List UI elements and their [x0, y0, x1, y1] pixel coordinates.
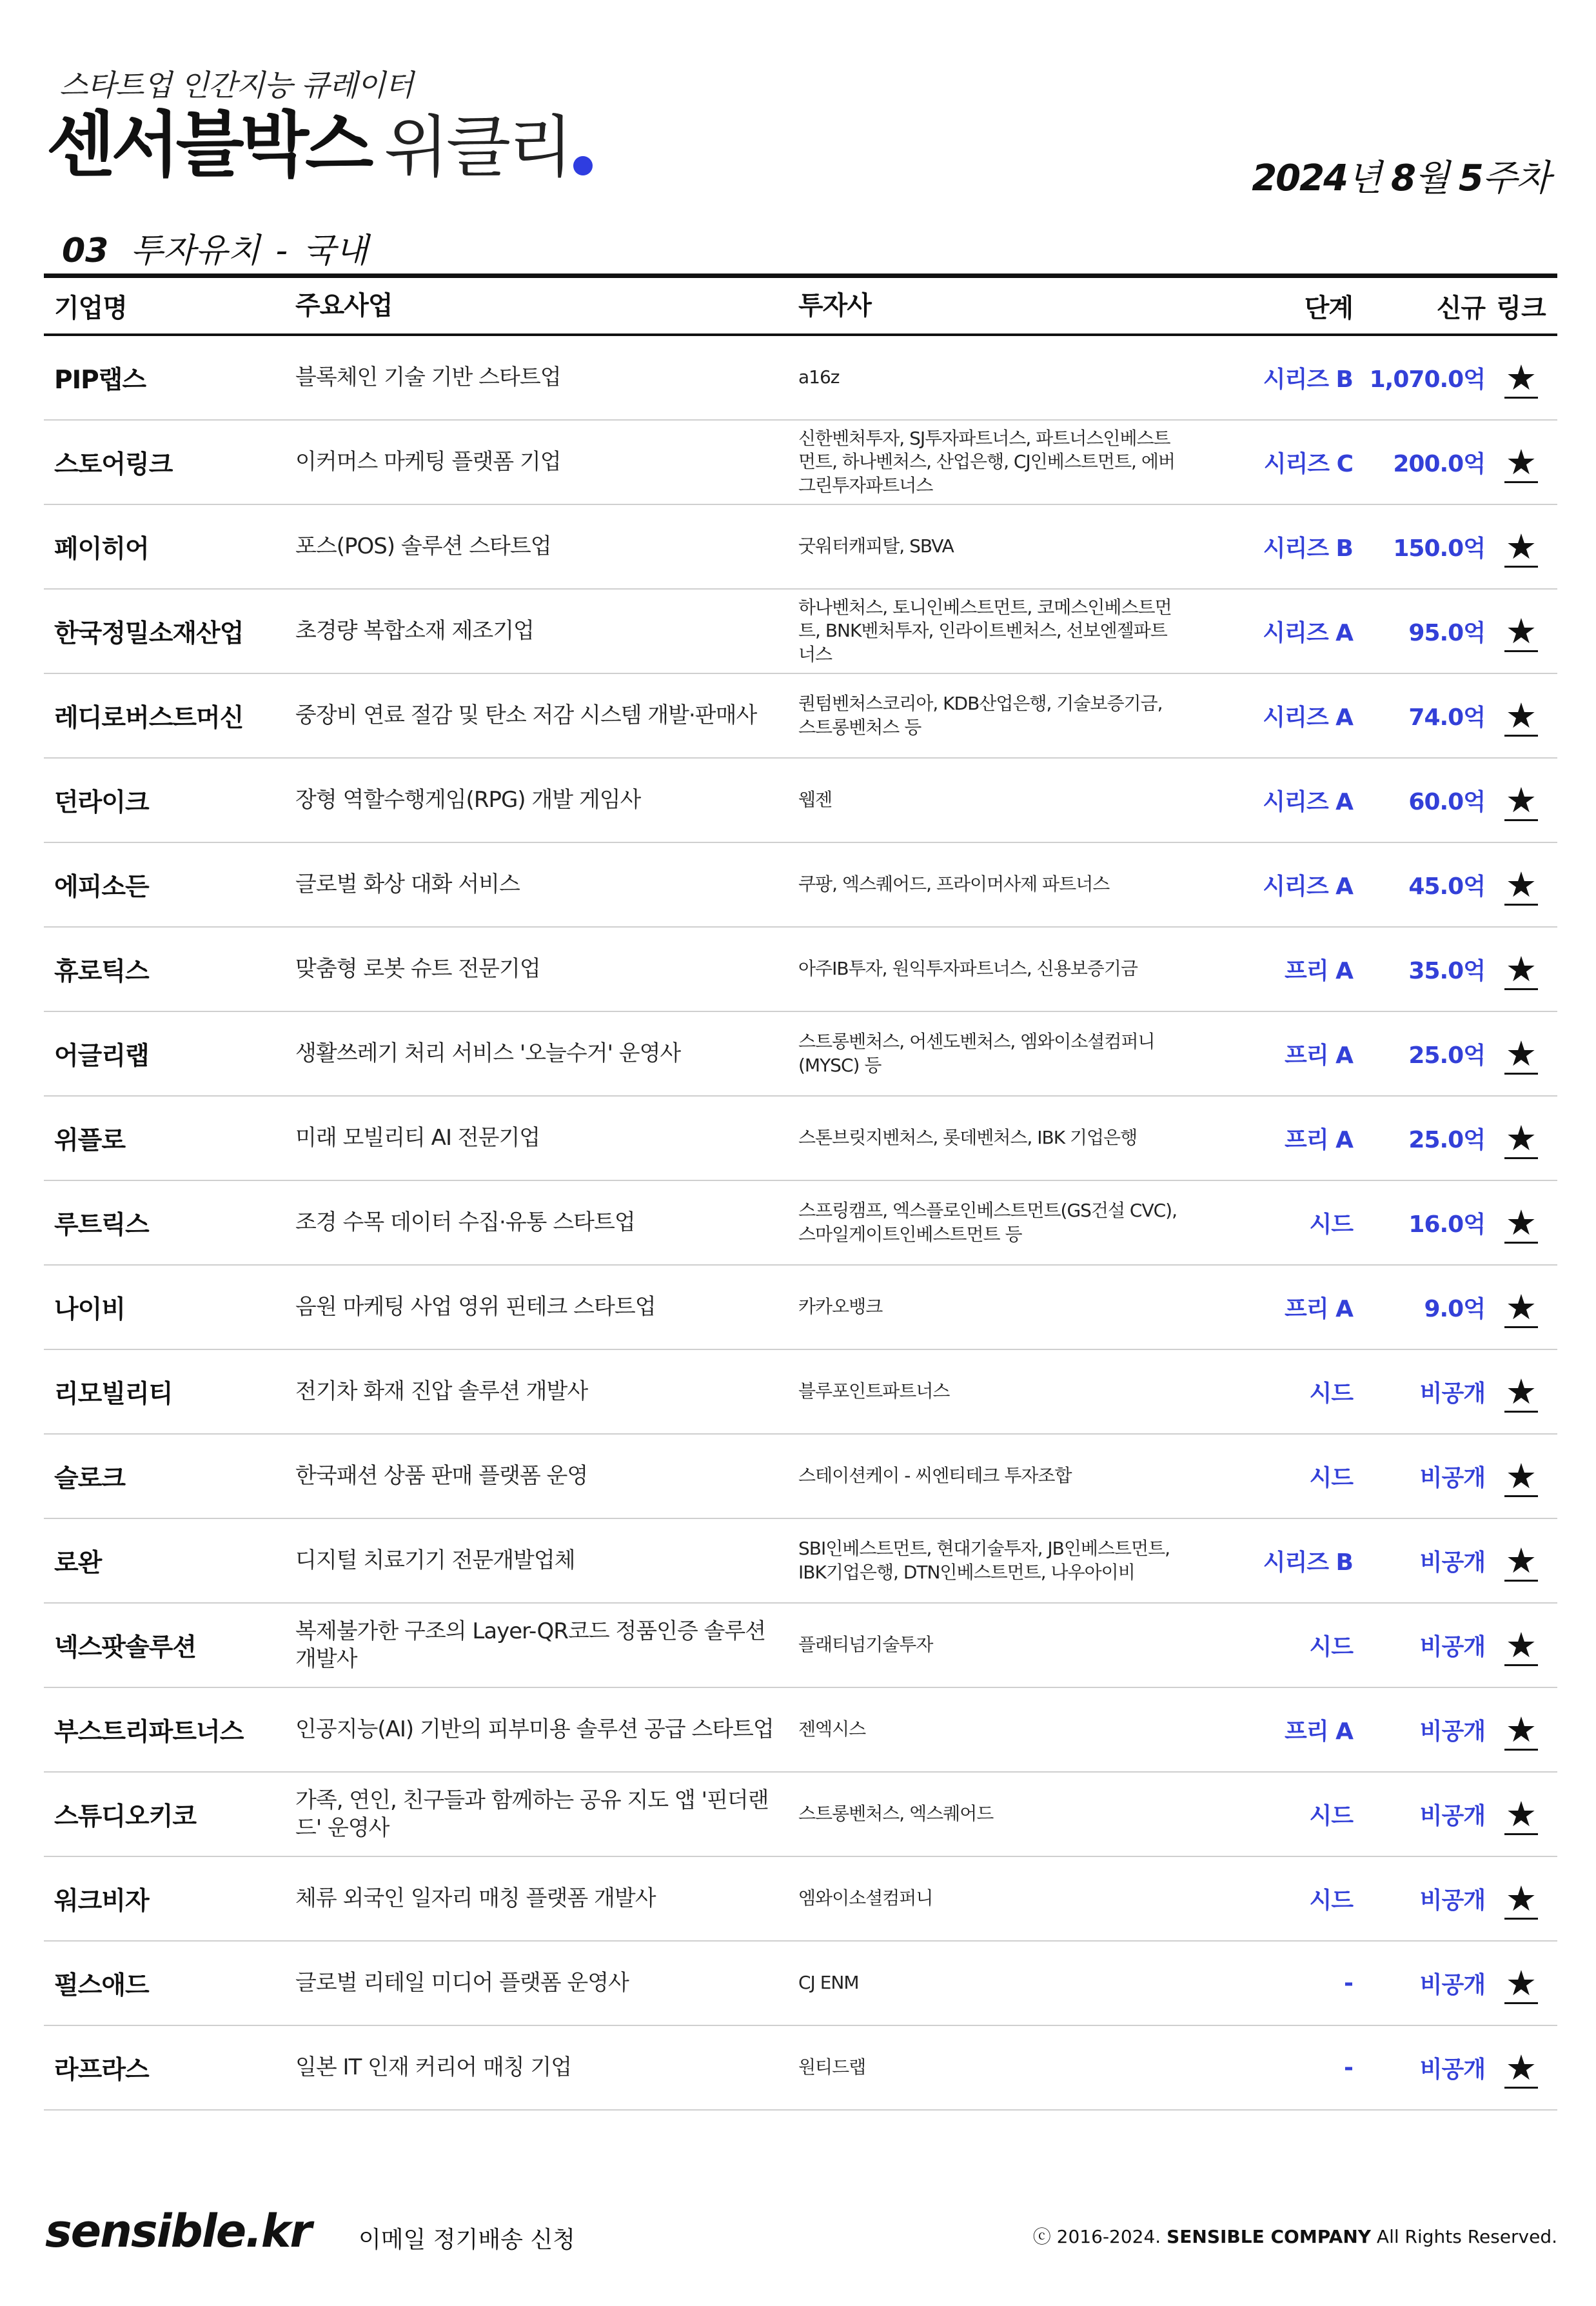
table-row — [44, 1688, 1557, 1773]
col-stage-header: 단계 — [1304, 293, 1353, 323]
stage-value: 시리즈 A — [1263, 873, 1353, 900]
company-name: 페이히어 — [54, 534, 149, 564]
investors-list: SBI인베스트먼트, 현대기술투자, JB인베스트먼트, IBK기업은행, DTN인베스트먼트, 나우아이비 — [798, 1538, 1170, 1583]
table-row — [44, 505, 1557, 590]
business-desc: 조경 수목 데이터 수집·유통 스타트업 — [295, 1209, 635, 1236]
amount-value: 25.0억 — [1408, 1127, 1485, 1153]
amount-value: 비공개 — [1419, 1803, 1485, 1829]
issue-date — [1252, 150, 1550, 201]
table-row — [44, 421, 1557, 505]
link-cell — [1485, 1371, 1557, 1413]
table-row — [44, 590, 1557, 674]
star-link-icon[interactable]: ★ — [1505, 779, 1537, 820]
business-desc: 글로벌 화상 대화 서비스 — [295, 871, 520, 898]
issue-year-suffix: 년 — [1347, 157, 1391, 199]
table-row — [44, 1097, 1557, 1181]
stage-value: 시리즈 A — [1263, 704, 1353, 731]
table-row — [44, 1350, 1557, 1435]
link-cell — [1485, 1709, 1557, 1751]
investors-list: 쿠팡, 엑스퀘어드, 프라이머사제 파트너스 — [798, 873, 1110, 895]
amount-value: 74.0억 — [1408, 704, 1485, 731]
company-name: 펄스애드 — [54, 1971, 149, 2000]
table-top-rule — [44, 273, 1557, 278]
star-link-icon[interactable]: ★ — [1505, 1962, 1537, 2003]
amount-value: 16.0억 — [1408, 1211, 1485, 1238]
business-desc: 음원 마케팅 사업 영위 핀테크 스타트업 — [295, 1294, 656, 1320]
link-cell — [1485, 1033, 1557, 1075]
business-desc: 맞춤형 로봇 슈트 전문기업 — [295, 956, 540, 982]
company-name: 한국정밀소재산업 — [54, 619, 244, 648]
amount-value: 95.0억 — [1408, 620, 1485, 646]
business-desc: 복제불가한 구조의 Layer-QR코드 정품인증 솔루션 개발사 — [295, 1618, 766, 1672]
amount-value: 비공개 — [1419, 1465, 1485, 1491]
company-name: 스토어링크 — [54, 450, 173, 479]
investors-list: 스톤브릿지벤처스, 롯데벤처스, IBK 기업은행 — [798, 1127, 1138, 1149]
amount-value: 비공개 — [1419, 1887, 1485, 1914]
company-name: 리모빌리티 — [54, 1379, 173, 1409]
link-cell — [1485, 1118, 1557, 1159]
footer-logo[interactable]: sensible.kr — [45, 2205, 311, 2258]
col-company-header: 기업명 — [54, 293, 127, 323]
investors-list: CJ ENM — [798, 1972, 859, 1994]
table-row — [44, 759, 1557, 843]
link-cell — [1485, 1540, 1557, 1582]
investors-list: 스테이션케이 - 씨엔티테크 투자조합 — [798, 1465, 1072, 1487]
business-desc: 포스(POS) 솔루션 스타트업 — [295, 533, 551, 560]
table-row — [44, 336, 1557, 421]
company-name: 위플로 — [54, 1126, 126, 1155]
company-name: 던라이크 — [54, 788, 149, 817]
copyright-prefix: ⓒ 2016-2024. — [1032, 2226, 1167, 2247]
star-link-icon[interactable]: ★ — [1505, 1455, 1537, 1496]
star-link-icon[interactable]: ★ — [1505, 1033, 1537, 1074]
link-cell — [1485, 2047, 1557, 2089]
col-business-header: 주요사업 — [295, 291, 393, 321]
business-desc: 블록체인 기술 기반 스타트업 — [295, 364, 561, 391]
amount-value: 150.0억 — [1393, 535, 1485, 562]
star-link-icon[interactable]: ★ — [1505, 610, 1537, 651]
link-cell — [1485, 611, 1557, 652]
issue-week: 5 — [1458, 157, 1483, 199]
investors-list: 카카오뱅크 — [798, 1296, 883, 1318]
link-cell — [1485, 526, 1557, 568]
section-name: 투자유치 — [130, 232, 261, 270]
stage-value: 시드 — [1309, 1380, 1353, 1407]
section-number: 03 — [62, 232, 109, 270]
amount-value: 1,070.0억 — [1369, 366, 1485, 393]
star-link-icon[interactable]: ★ — [1505, 1624, 1537, 1665]
company-name: 레디로버스트머신 — [54, 703, 244, 733]
stage-value: 프리 A — [1285, 1127, 1353, 1153]
brand-dot-icon — [573, 156, 593, 175]
star-link-icon[interactable]: ★ — [1505, 864, 1537, 905]
link-cell — [1485, 864, 1557, 906]
table-row — [44, 1857, 1557, 1942]
company-name: 나이비 — [54, 1295, 126, 1324]
table-row — [44, 1266, 1557, 1350]
business-desc: 한국패션 상품 판매 플랫폼 운영 — [295, 1463, 588, 1489]
stage-value: 프리 A — [1285, 1042, 1353, 1069]
amount-value: 25.0억 — [1408, 1042, 1485, 1069]
link-cell — [1485, 1456, 1557, 1497]
investors-list: 엠와이소셜컴퍼니 — [798, 1887, 933, 1909]
stage-value: 시리즈 A — [1263, 789, 1353, 815]
link-cell — [1485, 1202, 1557, 1244]
amount-value: 35.0억 — [1408, 958, 1485, 984]
business-desc: 인공지능(AI) 기반의 피부미용 솔루션 공급 스타트업 — [295, 1716, 774, 1743]
table-row — [44, 1773, 1557, 1857]
business-desc: 가족, 연인, 친구들과 함께하는 공유 지도 앱 '핀더랜드' 운영사 — [295, 1787, 769, 1841]
investment-table — [44, 278, 1557, 2111]
table-row — [44, 1519, 1557, 1604]
link-cell — [1485, 780, 1557, 821]
section-dash: - — [275, 232, 288, 270]
stage-value: 시드 — [1309, 1465, 1353, 1491]
investors-list: 젠엑시스 — [798, 1718, 866, 1740]
star-link-icon[interactable]: ★ — [1505, 1540, 1537, 1581]
stage-value: - — [1344, 2054, 1353, 2081]
star-link-icon[interactable]: ★ — [1505, 948, 1537, 989]
link-cell — [1485, 442, 1557, 483]
amount-value: 비공개 — [1419, 2056, 1485, 2083]
stage-value: 시리즈 B — [1263, 1549, 1353, 1576]
stage-value: 프리 A — [1285, 1296, 1353, 1322]
copyright — [1033, 2223, 1557, 2249]
company-name: 슬로크 — [54, 1464, 126, 1493]
star-link-icon[interactable]: ★ — [1505, 1202, 1537, 1243]
link-cell — [1485, 1878, 1557, 1920]
subscribe-link[interactable]: 이메일 정기배송 신청 — [359, 2227, 575, 2253]
section-subtitle: 국내 — [303, 232, 368, 270]
col-investors-header: 투자사 — [798, 291, 871, 321]
star-link-icon[interactable]: ★ — [1505, 1793, 1537, 1834]
company-name: PIP랩스 — [54, 365, 146, 395]
company-name: 부스트리파트너스 — [54, 1717, 244, 1747]
amount-value: 비공개 — [1419, 1972, 1485, 1998]
star-link-icon[interactable]: ★ — [1505, 526, 1537, 567]
table-row — [44, 1942, 1557, 2026]
amount-value: 비공개 — [1419, 1380, 1485, 1407]
stage-value: 시드 — [1309, 1887, 1353, 1914]
stage-value: 시리즈 A — [1263, 620, 1353, 646]
table-row — [44, 1604, 1557, 1688]
table-header — [44, 278, 1557, 336]
link-cell — [1485, 1625, 1557, 1666]
table-row — [44, 843, 1557, 928]
business-desc: 이커머스 마케팅 플랫폼 기업 — [295, 449, 561, 475]
company-name: 에피소든 — [54, 872, 149, 902]
newsletter-subtitle: 스타트업 인간지능 큐레이터 — [59, 68, 413, 103]
stage-value: 프리 A — [1285, 958, 1353, 984]
issue-month-suffix: 월 — [1414, 157, 1459, 199]
brand-main: 센서블박스 — [46, 104, 370, 186]
table-row — [44, 928, 1557, 1012]
business-desc: 글로벌 리테일 미디어 플랫폼 운영사 — [295, 1970, 629, 1996]
investors-list: 원티드랩 — [798, 2056, 866, 2078]
link-cell — [1485, 357, 1557, 399]
issue-year: 2024 — [1252, 157, 1348, 199]
star-link-icon[interactable]: ★ — [1505, 1878, 1537, 1919]
brand-sub: 위클리 — [384, 108, 571, 186]
stage-value: 프리 A — [1285, 1718, 1353, 1745]
business-desc: 중장비 연료 절감 및 탄소 저감 시스템 개발·판매사 — [295, 702, 757, 729]
link-cell — [1485, 1963, 1557, 2004]
company-name: 스튜디오키코 — [54, 1802, 197, 1831]
star-link-icon[interactable]: ★ — [1505, 2047, 1537, 2088]
business-desc: 전기차 화재 진압 솔루션 개발사 — [295, 1378, 588, 1405]
company-name: 로완 — [54, 1548, 102, 1578]
business-desc: 생활쓰레기 처리 서비스 '오늘수거' 운영사 — [295, 1040, 681, 1067]
issue-week-suffix: 주차 — [1482, 157, 1550, 199]
star-link-icon[interactable]: ★ — [1505, 1286, 1537, 1327]
amount-value: 45.0억 — [1408, 873, 1485, 900]
star-link-icon[interactable]: ★ — [1505, 1117, 1537, 1158]
business-desc: 체류 외국인 일자리 매칭 플랫폼 개발사 — [295, 1885, 656, 1912]
table-row — [44, 2026, 1557, 2111]
star-link-icon[interactable]: ★ — [1505, 1709, 1537, 1750]
star-link-icon[interactable]: ★ — [1505, 357, 1537, 398]
star-link-icon[interactable]: ★ — [1505, 1371, 1537, 1412]
table-row — [44, 1181, 1557, 1266]
link-cell — [1485, 695, 1557, 737]
investors-list: 블루포인트파트너스 — [798, 1380, 950, 1402]
stage-value: 시리즈 C — [1263, 451, 1353, 477]
investors-list: 굿워터캐피탈, SBVA — [798, 535, 954, 557]
col-amount-header: 신규 — [1436, 293, 1485, 323]
business-desc: 디지털 치료기기 전문개발업체 — [295, 1547, 575, 1574]
copyright-company: SENSIBLE COMPANY — [1167, 2226, 1372, 2247]
stage-value: 시리즈 B — [1263, 535, 1353, 562]
stage-value: - — [1344, 1970, 1353, 1996]
business-desc: 장형 역할수행게임(RPG) 개발 게임사 — [295, 787, 641, 813]
investors-list: 퀀텀벤처스코리아, KDB산업은행, 기술보증기금, 스트롱벤처스 등 — [798, 693, 1163, 738]
investors-list: a16z — [798, 366, 840, 388]
col-link-header: 링크 — [1496, 293, 1546, 323]
stage-value: 시드 — [1309, 1211, 1353, 1238]
investors-list: 웹젠 — [798, 789, 832, 811]
amount-value: 9.0억 — [1424, 1296, 1485, 1322]
investors-list: 스트롱벤처스, 어센도벤처스, 엠와이소셜컴퍼니(MYSC) 등 — [798, 1031, 1155, 1076]
investors-list: 신한벤처투자, SJ투자파트너스, 파트너스인베스트먼트, 하나벤처스, 산업은행, CJ인베스트먼트, 에버그린투자파트너스 — [798, 427, 1175, 496]
table-row — [44, 1012, 1557, 1097]
amount-value: 비공개 — [1419, 1634, 1485, 1660]
amount-value: 200.0억 — [1393, 451, 1485, 477]
investors-list: 스프링캠프, 엑스플로인베스트먼트(GS건설 CVC), 스마일게이트인베스트먼트 등 — [798, 1200, 1177, 1245]
business-desc: 미래 모빌리티 AI 전문기업 — [295, 1125, 540, 1151]
link-cell — [1485, 949, 1557, 990]
amount-value: 비공개 — [1419, 1718, 1485, 1745]
link-cell — [1485, 1287, 1557, 1328]
stage-value: 시리즈 B — [1263, 366, 1353, 393]
link-cell — [1485, 1794, 1557, 1835]
investors-list: 하나벤처스, 토니인베스트먼트, 코메스인베스트먼트, BNK벤처투자, 인라이트벤처스, 선보엔젤파트너스 — [798, 596, 1172, 665]
amount-value: 60.0억 — [1408, 789, 1485, 815]
newsletter-brand — [46, 104, 593, 186]
company-name: 워크비자 — [54, 1886, 149, 1916]
business-desc: 일본 IT 인재 커리어 매칭 기업 — [295, 2054, 572, 2081]
star-link-icon[interactable]: ★ — [1505, 441, 1537, 482]
stage-value: 시드 — [1309, 1634, 1353, 1660]
table-row — [44, 674, 1557, 759]
star-link-icon[interactable]: ★ — [1505, 695, 1537, 736]
issue-month: 8 — [1390, 157, 1415, 199]
business-desc: 초경량 복합소재 제조기업 — [295, 618, 534, 644]
investors-list: 스트롱벤처스, 엑스퀘어드 — [798, 1803, 994, 1825]
investors-list: 플래티넘기술투자 — [798, 1634, 933, 1656]
table-row — [44, 1435, 1557, 1519]
company-name: 루트릭스 — [54, 1210, 149, 1240]
company-name: 넥스팟솔루션 — [54, 1633, 197, 1662]
section-title — [62, 223, 368, 272]
company-name: 어글리랩 — [54, 1041, 149, 1071]
investors-list: 아주IB투자, 원익투자파트너스, 신용보증기금 — [798, 958, 1138, 980]
amount-value: 비공개 — [1419, 1549, 1485, 1576]
stage-value: 시드 — [1309, 1803, 1353, 1829]
company-name: 라프라스 — [54, 2055, 149, 2085]
company-name: 휴로틱스 — [54, 957, 149, 986]
copyright-rights: All Rights Reserved. — [1371, 2226, 1557, 2247]
table-body — [44, 336, 1557, 2111]
